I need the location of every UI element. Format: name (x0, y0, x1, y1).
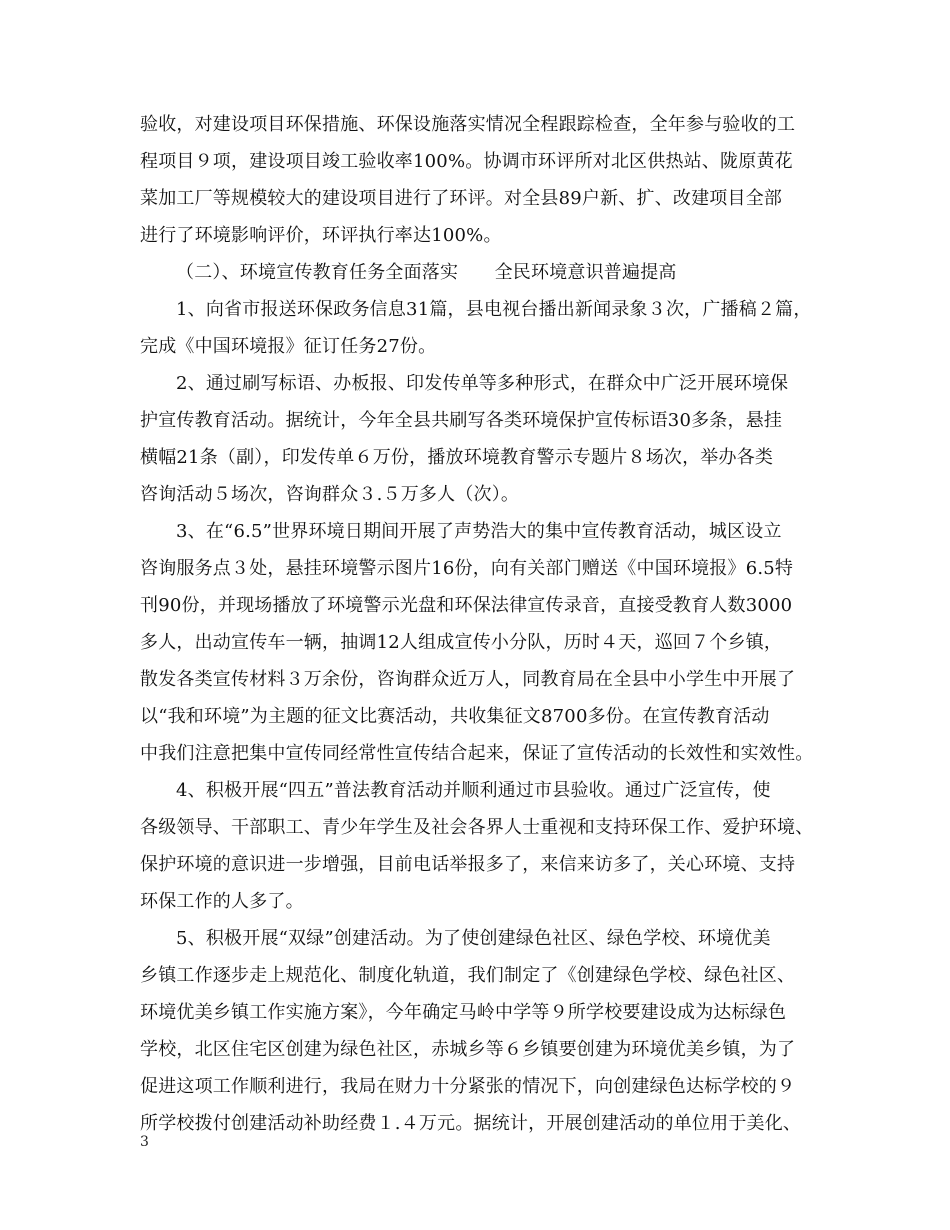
text-line-22: 环保工作的人多了。 (140, 891, 304, 912)
text-line-27: 促进这项工作顺利进行，我局在财力十分紧张的情况下，向创建绿色达标学校的９ (140, 1076, 796, 1097)
text-line-19: 4、积极开展“四五”普法教育活动并顺利通过市县验收。通过广泛宣传，使 (176, 780, 771, 801)
text-line-2: 程项目９项，建设项目竣工验收率100%。协调市环评所对北区供热站、陇原黄花 (140, 151, 793, 172)
text-line-15: 多人，出动宣传车一辆，抽调12人组成宣传小分队，历时４天，巡回７个乡镇， (140, 632, 783, 653)
text-line-9: 护宣传教育活动。据统计，今年全县共刷写各类环境保护宣传标语30多条，悬挂 (140, 410, 783, 431)
text-line-17: 以“我和环境”为主题的征文比赛活动，共收集征文8700多份。在宣传教育活动 (140, 706, 770, 727)
text-line-28: 所学校拨付创建活动补助经费１.４万元。据统计，开展创建活动的单位用于美化、 (140, 1113, 802, 1134)
text-line-20: 各级领导、干部职工、青少年学生及社会各界人士重视和支持环保工作、爱护环境、 (140, 817, 814, 838)
text-line-23: 5、积极开展“双绿”创建活动。为了使创建绿色社区、绿色学校、环境优美 (176, 928, 771, 949)
text-line-11: 咨询活动５场次，咨询群众３.５万多人（次）。 (140, 484, 520, 505)
page-number: 3 (140, 1134, 149, 1150)
text-line-13: 咨询服务点３处，悬挂环境警示图片16份，向有关部门赠送《中国环境报》6.5特 (140, 558, 794, 579)
text-line-8: 2、通过刷写标语、办板报、印发传单等多种形式，在群众中广泛开展环境保 (176, 373, 789, 394)
text-line-6: 1、向省市报送环保政务信息31篇，县电视台播出新闻录象３次，广播稿２篇， (176, 299, 812, 320)
text-line-14: 刊90份，并现场播放了环境警示光盘和环保法律宣传录音，直接受教育人数3000 (140, 595, 793, 616)
text-line-18: 中我们注意把集中宣传同经常性宣传结合起来，保证了宣传活动的长效性和实效性。 (140, 743, 814, 764)
text-line-10: 横幅21条（副），印发传单６万份，播放环境教育警示专题片８场次，举办各类 (140, 447, 774, 468)
text-line-12: 3、在“6.5”世界环境日期间开展了声势浩大的集中宣传教育活动，城区设立 (176, 521, 782, 542)
text-line-1: 验收，对建设项目环保措施、环保设施落实情况全程跟踪检查，全年参与验收的工 (140, 114, 796, 135)
text-line-24: 乡镇工作逐步走上规范化、制度化轨道，我们制定了《创建绿色学校、绿色社区、 (140, 965, 796, 986)
text-line-25: 环境优美乡镇工作实施方案》，今年确定马岭中学等９所学校要建设成为达标绿色 (140, 1002, 787, 1023)
text-line-7: 完成《中国环境报》征订任务27份。 (140, 336, 437, 357)
text-line-3: 菜加工厂等规模较大的建设项目进行了环评。对全县89户新、扩、改建项目全部 (140, 188, 783, 209)
text-line-21: 保护环境的意识进一步增强，目前电话举报多了，来信来访多了，关心环境、支持 (140, 854, 796, 875)
text-line-16: 散发各类宣传材料３万余份，咨询群众近万人，同教育局在全县中小学生中开展了 (140, 669, 796, 690)
section-heading: （二）、环境宣传教育任务全面落实 全民环境意识普遍提高 (176, 262, 677, 283)
text-line-4: 进行了环境影响评价，环评执行率达100%。 (140, 225, 502, 246)
text-line-26: 学校，北区住宅区创建为绿色社区，赤城乡等６乡镇要创建为环境优美乡镇，为了 (140, 1039, 796, 1060)
